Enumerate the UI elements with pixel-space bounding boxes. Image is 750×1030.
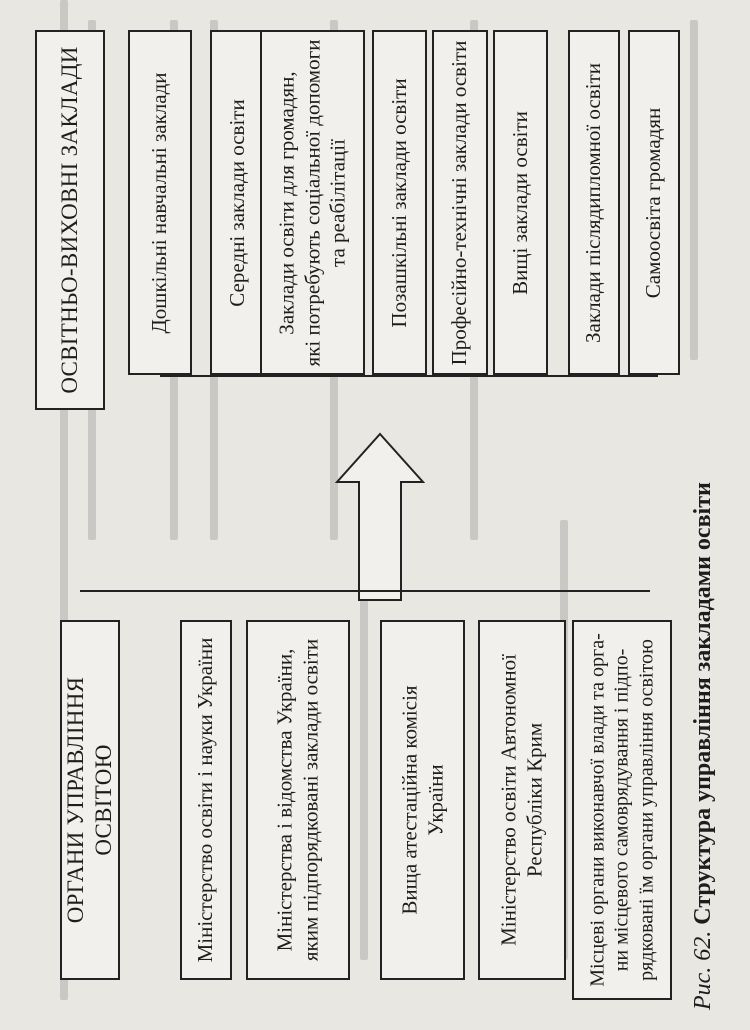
- vocational-box: Професійно-технічні заклади освіти: [432, 30, 488, 375]
- management-bodies-heading: ОРГАНИ УПРАВЛІННЯ ОСВІТОЮ: [62, 676, 116, 924]
- figure-number: Рис. 62.: [690, 930, 716, 1010]
- management-bodies-heading-box: [60, 620, 120, 980]
- educational-institutions-heading: ОСВІТНЬО-ВИХОВНІ ЗАКЛАДИ: [56, 46, 82, 394]
- hierarchy-arrow-icon: [335, 432, 425, 602]
- postgraduate-box: Заклади післядипломної освіти: [568, 30, 620, 375]
- social-assistance-box: Заклади освіти для громадян, які потребують соціальної допомоги та реабілітації: [260, 30, 365, 375]
- attestation-commission-box: Вища атестаційна комісія України: [380, 620, 465, 980]
- ministries-departments-box: Міністерства і відомства України, яким підпорядковані заклади освіти: [246, 620, 350, 980]
- higher-education-box: Вищі заклади освіти: [493, 30, 548, 375]
- ministry-education-box: Міністерство освіти і науки України: [180, 620, 232, 980]
- top-bus-line: [160, 375, 658, 377]
- out-of-school-box: Позашкільні заклади освіти: [372, 30, 427, 375]
- secondary-box: Середні заклади освіти: [210, 30, 265, 375]
- educational-institutions-heading-box: [35, 30, 105, 410]
- self-education-box: Самоосвіта громадян: [628, 30, 680, 375]
- crimea-ministry-box: Міністерство освіти Автономної Республіки Крим: [478, 620, 566, 980]
- figure-caption: [690, 482, 717, 1010]
- figure-title: Структура управління закладами освіти: [690, 482, 716, 925]
- bottom-bus-line: [80, 590, 650, 592]
- local-authorities-box: Місцеві органи виконавчої влади та орга- ни місцевого самоврядування і підпо- рядковані їм органи управління освітою: [572, 620, 672, 1000]
- preschool-box: Дошкільні навчальні заклади: [128, 30, 192, 375]
